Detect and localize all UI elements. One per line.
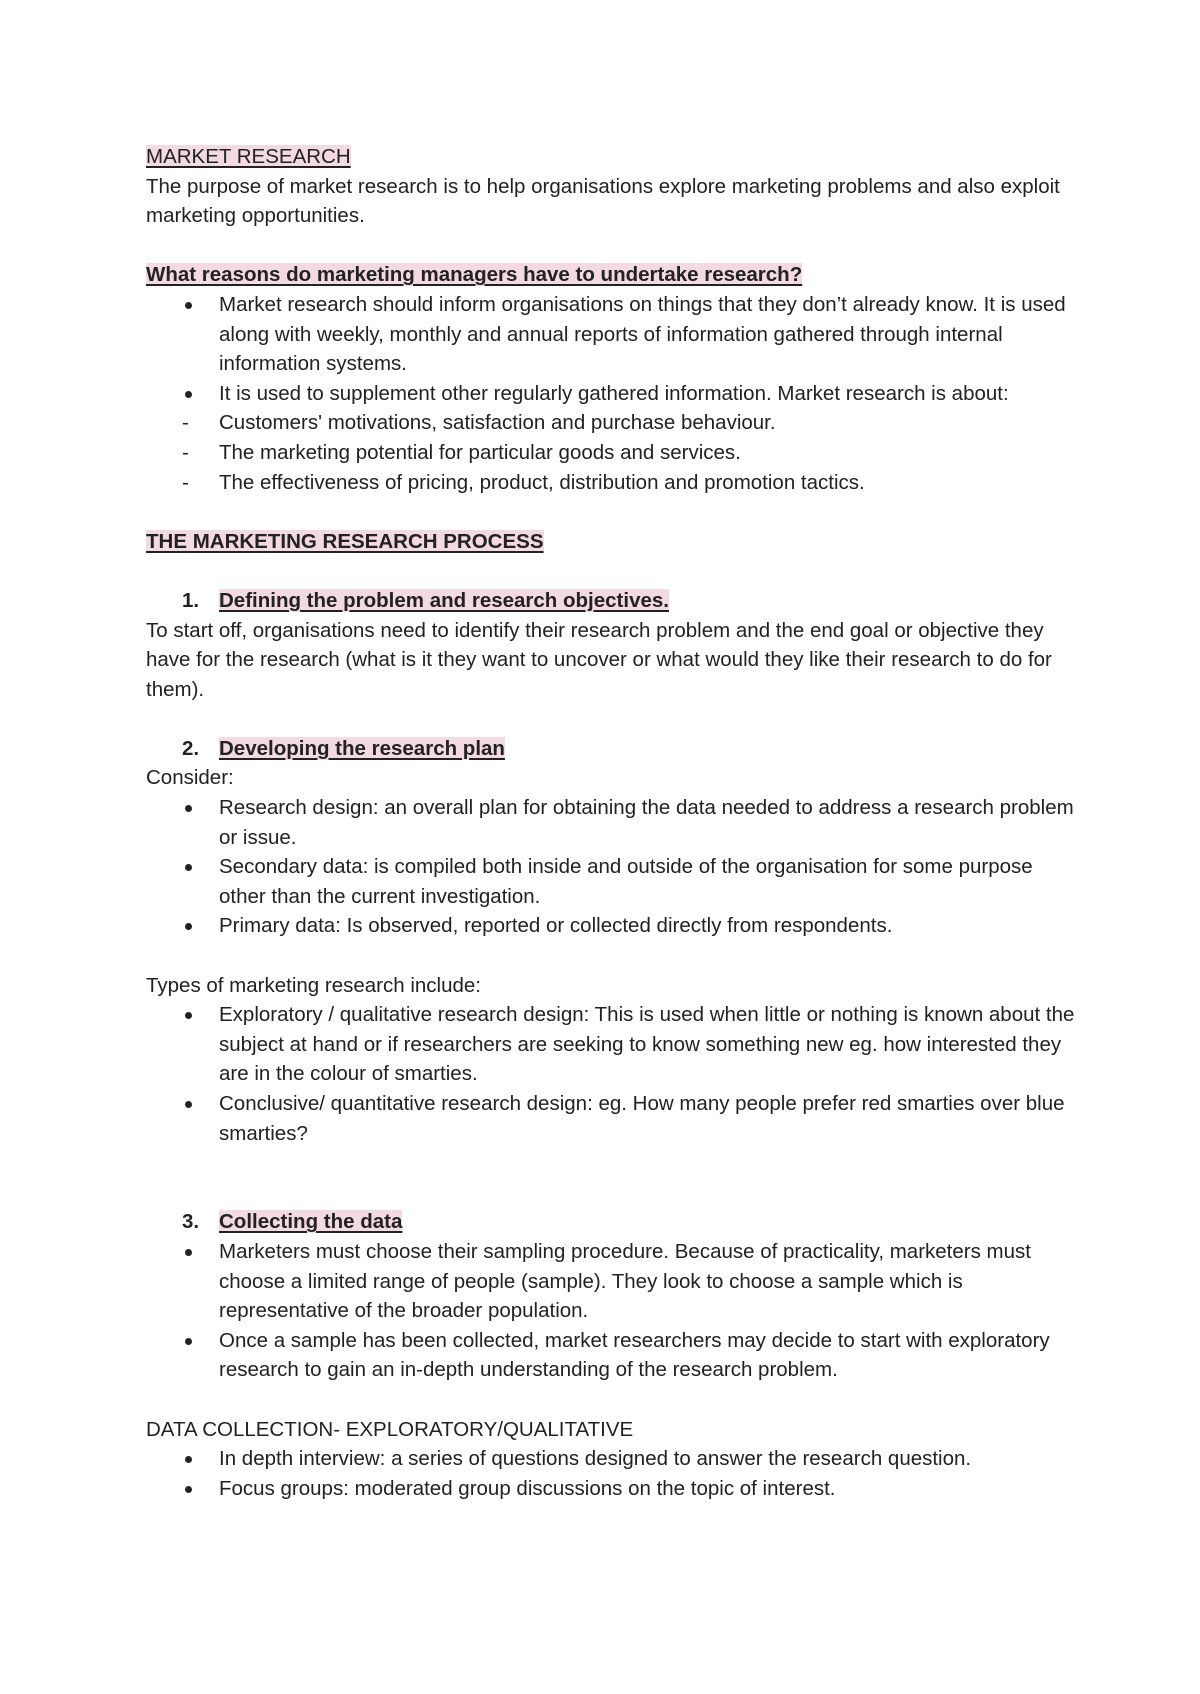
list-item-text: Market research should inform organisations on things that they don’t already know. It is used along with weekly, monthly and annual reports of information gathered through internal information systems. [219,292,1066,376]
types-intro: Types of marketing research include: [146,973,481,997]
intro-paragraph: The purpose of market research is to help organisations explore marketing problems and also exploit marketing opportunities. [146,174,1060,228]
list-item-text: Research design: an overall plan for obtaining the data needed to address a research problem or issue. [219,796,1074,849]
bullet-icon [185,1012,192,1019]
bullet-icon [185,1338,192,1345]
bullet-icon [185,1486,192,1493]
dash-item [146,408,1076,438]
step-2-heading [146,734,1076,764]
list-item-text: Conclusive/ quantitative research design: eg. How many people prefer red smarties over blue smarties? [219,1092,1065,1145]
step-title: Collecting the data [219,1210,403,1234]
reasons-question [146,260,1076,290]
step-1-body: To start off, organisations need to identify their research problem and the end goal or objective they have for the research (what is it they want to uncover or what would they like their research to do for them). [146,618,1052,701]
heading-market-research-text: MARKET RESEARCH [146,145,351,168]
bullet-icon [185,1101,192,1108]
step-number: 2. [182,736,200,760]
dash-item-text: Customers' motivations, satisfaction and purchase behaviour. [219,411,776,435]
list-item [146,1326,1076,1385]
list-item-text: In depth interview: a series of questions designed to answer the research question. [219,1447,972,1471]
list-item-text: It is used to supplement other regularly gathered information. Market research is about: [219,381,1009,405]
consider-label: Consider: [146,766,234,790]
document-body [146,142,1076,1503]
list-item [146,1444,1076,1474]
step-number: 1. [182,588,200,612]
list-item-text: Once a sample has been collected, market researchers may decide to start with exploratory research to gain an in-depth understanding of the research problem. [219,1328,1050,1382]
dash-item-text: The marketing potential for particular goods and services. [219,440,741,464]
step-1-heading [146,586,1076,616]
list-item [146,1089,1076,1148]
bullet-icon [185,391,192,398]
bullet-icon [185,805,192,812]
step-number: 3. [182,1210,200,1234]
list-item [146,290,1076,379]
reasons-question-text: What reasons do marketing managers have to undertake research? [146,263,803,287]
list-item [146,852,1076,911]
dash-item [146,468,1076,498]
heading-market-research [146,142,1076,172]
heading-research-process-text: THE MARKETING RESEARCH PROCESS [146,529,544,553]
heading-research-process [146,527,1076,557]
bullet-icon [185,1456,192,1463]
bullet-icon [185,302,192,309]
list-item [146,379,1076,409]
list-item [146,1474,1076,1504]
list-item [146,1000,1076,1089]
step-title: Defining the problem and research objectives. [219,588,669,612]
dash-marker: - [182,470,189,494]
list-item-text: Primary data: Is observed, reported or collected directly from respondents. [219,914,893,938]
step-3-heading [146,1207,1076,1237]
list-item-text: Exploratory / qualitative research design: This is used when little or nothing is known about the subject at hand or if researchers are seeking to know something new eg. how interested they are in the colour of smarties. [219,1003,1075,1086]
bullet-icon [185,923,192,930]
list-item [146,1237,1076,1326]
list-item-text: Focus groups: moderated group discussions on the topic of interest. [219,1476,836,1500]
list-item [146,793,1076,852]
list-item [146,911,1076,941]
bullet-icon [185,1249,192,1256]
list-item-text: Marketers must choose their sampling procedure. Because of practicality, marketers must choose a limited range of people (sample). They look to choose a sample which is representative of the broader population. [219,1239,1031,1323]
dash-item [146,438,1076,468]
dash-marker: - [182,411,189,435]
dash-marker: - [182,440,189,464]
step-title: Developing the research plan [219,736,505,760]
bullet-icon [185,864,192,871]
dash-item-text: The effectiveness of pricing, product, distribution and promotion tactics. [219,470,865,494]
list-item-text: Secondary data: is compiled both inside and outside of the organisation for some purpose other than the current investigation. [219,855,1033,908]
heading-data-collection: DATA COLLECTION- EXPLORATORY/QUALITATIVE [146,1417,634,1441]
